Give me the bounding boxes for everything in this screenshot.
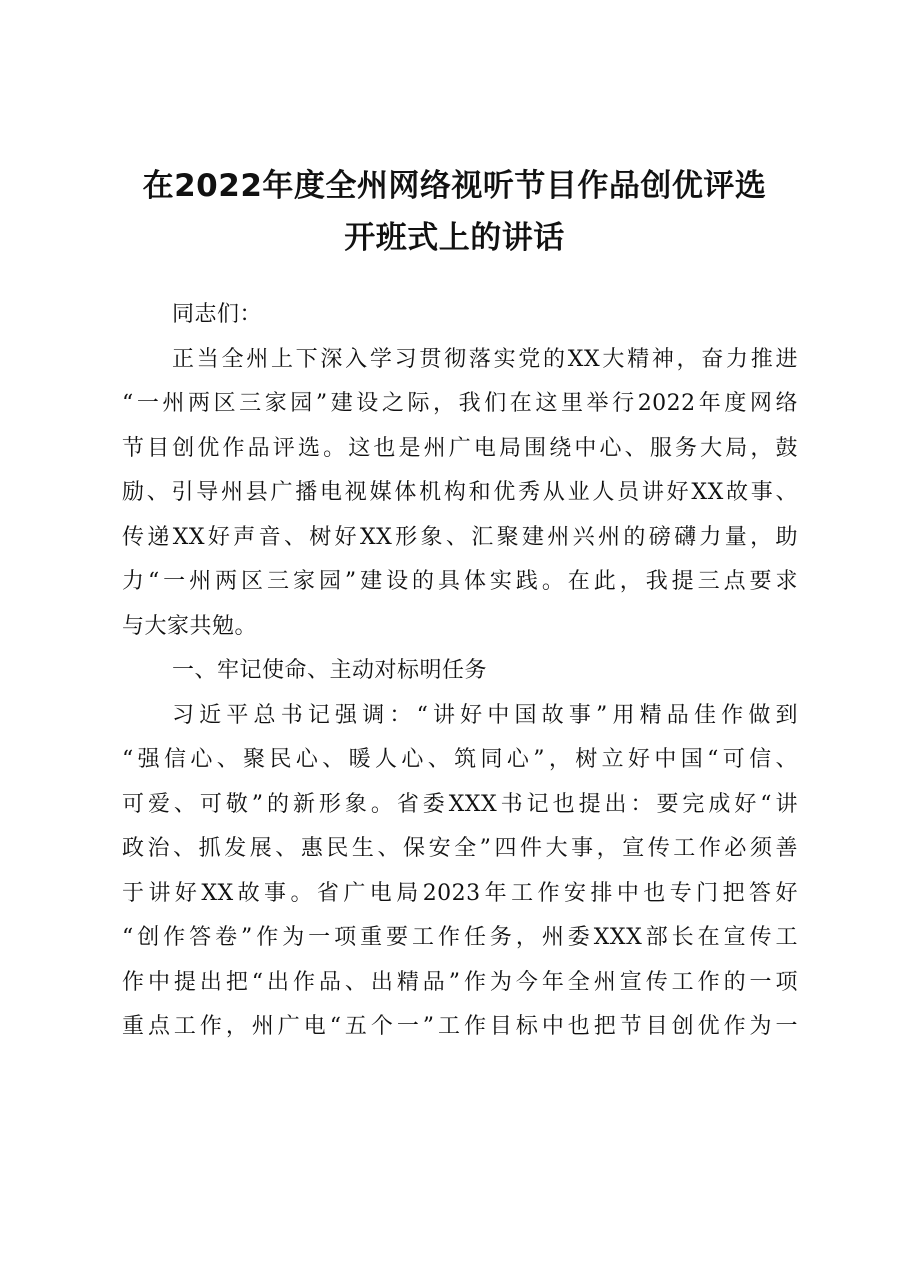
document-body: [122, 293, 798, 1050]
text-line: 传递XX好声音、树好XX形象、汇聚建州兴州的磅礴力量，助: [122, 524, 798, 550]
document-title-line-2: 开班式上的讲话: [344, 220, 565, 256]
text-line: 可爱、可敬”的新形象。省委XXX书记也提出：要完成好“讲: [122, 791, 798, 817]
text-line: 于讲好XX故事。省广电局2023年工作安排中也专门把答好: [122, 880, 798, 906]
text-line: 习近平总书记强调：“讲好中国故事”用精品佳作做到: [172, 702, 798, 728]
text-line: 正当全州上下深入学习贯彻落实党的XX大精神，奋力推进: [172, 346, 798, 372]
text-line: 作中提出把“出作品、出精品”作为今年全州宣传工作的一项: [122, 969, 798, 995]
text-line: “一州两区三家园”建设之际，我们在这里举行2022年度网络: [122, 391, 798, 416]
text-line: 政治、抓发展、惠民生、保安全”四件大事，宣传工作必须善: [122, 836, 798, 861]
text-line: 与大家共勉。: [122, 613, 258, 639]
text-line: 力“一州两区三家园”建设的具体实践。在此，我提三点要求: [122, 569, 798, 594]
text-line: 励、引导州县广播电视媒体机构和优秀从业人员讲好XX故事、: [122, 480, 798, 505]
text-line: 节目创优作品评选。这也是州广电局围绕中心、服务大局，鼓: [122, 435, 798, 461]
document-title-line-1: 在2022年度全州网络视听节目作品创优评选: [142, 168, 767, 204]
salutation: 同志们：: [172, 302, 263, 327]
text-line: “创作答卷”作为一项重要工作任务，州委XXX部长在宣传工: [122, 925, 798, 950]
section-heading: 一、牢记使命、主动对标明任务: [172, 658, 488, 683]
text-line: 重点工作，州广电“五个一”工作目标中也把节目创优作为一: [122, 1014, 798, 1039]
text-line: “强信心、聚民心、暖人心、筑同心”，树立好中国“可信、: [122, 747, 798, 772]
